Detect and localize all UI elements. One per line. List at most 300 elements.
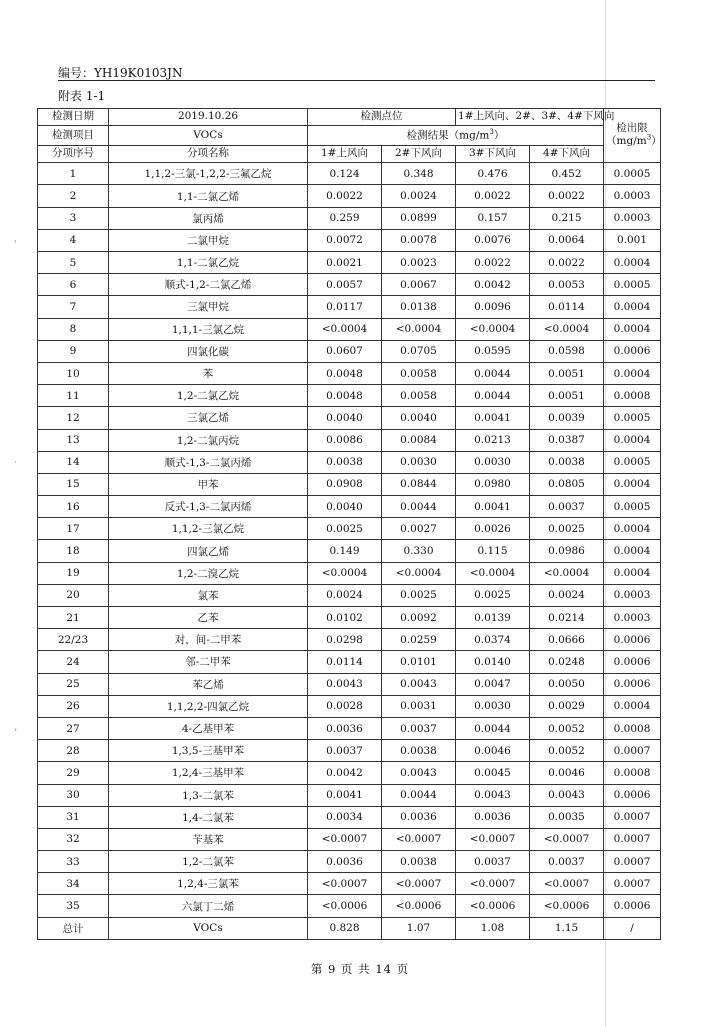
item-number: 7 (38, 296, 109, 318)
detection-limit: 0.0003 (604, 584, 661, 606)
table-row (38, 296, 661, 318)
detection-limit: 0.0005 (604, 274, 661, 296)
item-number: 总计 (38, 917, 109, 939)
result-value: 0.0037 (530, 851, 604, 873)
result-value: 0.0086 (308, 429, 382, 451)
table-row (38, 274, 661, 296)
result-value: <0.0004 (382, 562, 456, 584)
detection-limit: 0.0004 (604, 473, 661, 495)
item-number: 6 (38, 274, 109, 296)
table-row (38, 562, 661, 584)
result-value: 1.07 (382, 917, 456, 939)
result-value: 0.0140 (456, 651, 530, 673)
result-value: 0.0030 (456, 451, 530, 473)
detection-limit: 0.0004 (604, 518, 661, 540)
result-value: 0.0076 (456, 229, 530, 251)
item-name: 4-乙基甲苯 (109, 717, 308, 739)
item-number: 22/23 (38, 629, 109, 651)
detection-limit: 0.0004 (604, 252, 661, 274)
result-value: 0.0038 (530, 451, 604, 473)
result-value: 0.0899 (382, 207, 456, 229)
result-value: 0.0044 (456, 362, 530, 384)
item-name: 苯 (109, 362, 308, 384)
point-header: 3#下风向 (456, 145, 530, 162)
table-row (38, 851, 661, 873)
item-name: 1,2-二氯乙烷 (109, 385, 308, 407)
result-value: <0.0006 (382, 895, 456, 917)
header-row-date (38, 109, 661, 126)
detection-limit: 0.001 (604, 229, 661, 251)
item-number: 13 (38, 429, 109, 451)
detection-limit: 0.0004 (604, 562, 661, 584)
table-row (38, 340, 661, 362)
result-value: 0.452 (530, 163, 604, 185)
item-number: 19 (38, 562, 109, 584)
result-value: 0.0598 (530, 340, 604, 362)
result-value: 0.0025 (456, 584, 530, 606)
detection-limit: 0.0006 (604, 651, 661, 673)
detection-limit: 0.0007 (604, 828, 661, 850)
result-value: 0.0805 (530, 473, 604, 495)
item-number: 10 (38, 362, 109, 384)
result-value: 0.0043 (530, 784, 604, 806)
table-row (38, 740, 661, 762)
limit-label: 检出限 (616, 122, 648, 135)
result-value: 0.0138 (382, 296, 456, 318)
result-value: 0.0092 (382, 607, 456, 629)
detection-limit: 0.0007 (604, 873, 661, 895)
detection-limit: 0.0005 (604, 407, 661, 429)
result-value: 0.0908 (308, 473, 382, 495)
result-value: 0.0037 (456, 851, 530, 873)
header-row-item (38, 126, 661, 145)
date-value: 2019.10.26 (109, 109, 308, 126)
detection-limit: 0.0008 (604, 385, 661, 407)
result-value: 0.0057 (308, 274, 382, 296)
result-value: 0.0705 (382, 340, 456, 362)
item-number: 34 (38, 873, 109, 895)
detection-limit: 0.0003 (604, 607, 661, 629)
result-value: 0.0041 (456, 496, 530, 518)
result-value: 0.0374 (456, 629, 530, 651)
result-value: 0.0053 (530, 274, 604, 296)
table-row (38, 429, 661, 451)
result-value: 0.0026 (456, 518, 530, 540)
table-row (38, 651, 661, 673)
detection-limit: 0.0007 (604, 740, 661, 762)
item-number: 17 (38, 518, 109, 540)
item-number: 28 (38, 740, 109, 762)
result-value: 0.0102 (308, 607, 382, 629)
document-number: 编号：YH19K0103JN (58, 66, 183, 80)
item-name: 乙苯 (109, 607, 308, 629)
result-value: 0.0024 (382, 185, 456, 207)
item-name: 1,2-二氯苯 (109, 851, 308, 873)
date-label: 检测日期 (38, 109, 109, 126)
item-name: 1,2-二溴乙烷 (109, 562, 308, 584)
result-value: 0.0022 (308, 185, 382, 207)
scan-speck: ' (14, 240, 17, 250)
detection-limit: 0.0004 (604, 695, 661, 717)
item-number: 14 (38, 451, 109, 473)
result-value: <0.0007 (308, 828, 382, 850)
item-number: 26 (38, 695, 109, 717)
detection-limit: 0.0004 (604, 296, 661, 318)
result-value: 0.157 (456, 207, 530, 229)
item-number: 3 (38, 207, 109, 229)
item-number: 24 (38, 651, 109, 673)
item-name: 氯丙烯 (109, 207, 308, 229)
result-value: <0.0007 (530, 873, 604, 895)
header-rule (58, 80, 655, 81)
item-name: 1,1,2,2-四氯乙烷 (109, 695, 308, 717)
item-number: 8 (38, 318, 109, 340)
result-value: 0.0040 (382, 407, 456, 429)
result-value: 0.0248 (530, 651, 604, 673)
result-value: 0.0048 (308, 385, 382, 407)
table-row (38, 473, 661, 495)
result-value: 0.124 (308, 163, 382, 185)
result-value: 0.0025 (530, 518, 604, 540)
result-value: <0.0007 (456, 873, 530, 895)
result-value: 0.0042 (308, 762, 382, 784)
result-value: 0.0213 (456, 429, 530, 451)
detection-limit: 0.0004 (604, 362, 661, 384)
result-value: 0.0038 (308, 451, 382, 473)
result-value: <0.0006 (308, 895, 382, 917)
result-value: 0.0052 (530, 717, 604, 739)
result-value: <0.0007 (530, 828, 604, 850)
item-name: 反式-1,3-二氯丙烯 (109, 496, 308, 518)
result-value: 0.149 (308, 540, 382, 562)
result-value: 0.0050 (530, 673, 604, 695)
result-value: 0.0028 (308, 695, 382, 717)
item-name: 苄基苯 (109, 828, 308, 850)
item-name: 三氯甲烷 (109, 296, 308, 318)
item-name: 邻-二甲苯 (109, 651, 308, 673)
item-number: 18 (38, 540, 109, 562)
detection-limit: 0.0005 (604, 451, 661, 473)
result-value: 1.15 (530, 917, 604, 939)
result-value: <0.0004 (382, 318, 456, 340)
table-row (38, 873, 661, 895)
item-number: 9 (38, 340, 109, 362)
result-value: 0.0114 (530, 296, 604, 318)
detection-limit: 0.0008 (604, 717, 661, 739)
detection-limit: 0.0005 (604, 496, 661, 518)
result-value: 0.0038 (382, 740, 456, 762)
item-number: 32 (38, 828, 109, 850)
detection-limit: 0.0004 (604, 429, 661, 451)
item-name: 1,1-二氯乙烷 (109, 252, 308, 274)
table-row (38, 496, 661, 518)
result-value: <0.0004 (530, 562, 604, 584)
result-value: 0.0040 (308, 496, 382, 518)
table-row (38, 385, 661, 407)
item-name: 顺式-1,3-二氯丙烯 (109, 451, 308, 473)
result-value: 0.0117 (308, 296, 382, 318)
result-value: 0.0052 (530, 740, 604, 762)
result-value: 1.08 (456, 917, 530, 939)
table-row (38, 584, 661, 606)
item-number: 27 (38, 717, 109, 739)
result-value: 0.0387 (530, 429, 604, 451)
result-value: 0.0986 (530, 540, 604, 562)
result-value: 0.0042 (456, 274, 530, 296)
result-value: 0.0666 (530, 629, 604, 651)
result-value: 0.0046 (456, 740, 530, 762)
item-name: 氯苯 (109, 584, 308, 606)
table-row (38, 185, 661, 207)
item-name: 四氯乙烯 (109, 540, 308, 562)
result-value: 0.0058 (382, 362, 456, 384)
result-value: 0.0048 (308, 362, 382, 384)
result-value: 0.0030 (456, 695, 530, 717)
result-label: 检测结果$(mg/m^3)$ (308, 126, 604, 145)
result-value: 0.0047 (456, 673, 530, 695)
point-header: 2#下风向 (382, 145, 456, 162)
result-value: 0.0034 (308, 806, 382, 828)
result-value: 0.0041 (456, 407, 530, 429)
item-name: 1,1-二氯乙烯 (109, 185, 308, 207)
result-value: 0.0022 (456, 185, 530, 207)
detection-limit: 0.0004 (604, 318, 661, 340)
item-name: 对，间-二甲苯 (109, 629, 308, 651)
table-row (38, 828, 661, 850)
site-value: 1#上风向、2#、3#、4#下风向 (456, 109, 604, 126)
detection-limit: 0.0006 (604, 784, 661, 806)
result-value: 0.0980 (456, 473, 530, 495)
result-value: 0.0058 (382, 385, 456, 407)
item-value: VOCs (109, 126, 308, 145)
detection-limit: 0.0006 (604, 673, 661, 695)
result-value: 0.0022 (456, 252, 530, 274)
item-number: 31 (38, 806, 109, 828)
result-value: <0.0007 (382, 828, 456, 850)
result-value: 0.0022 (530, 185, 604, 207)
result-value: 0.0214 (530, 607, 604, 629)
item-name: 六氯丁二烯 (109, 895, 308, 917)
result-value: 0.0029 (530, 695, 604, 717)
item-number: 30 (38, 784, 109, 806)
item-number: 33 (38, 851, 109, 873)
item-name: 1,1,2-三氯-1,2,2-三氟乙烷 (109, 163, 308, 185)
point-header: 4#下风向 (530, 145, 604, 162)
detection-limit: 0.0008 (604, 762, 661, 784)
result-value: 0.0044 (456, 717, 530, 739)
item-number: 2 (38, 185, 109, 207)
result-value: 0.0139 (456, 607, 530, 629)
table-row (38, 252, 661, 274)
item-name: VOCs (109, 917, 308, 939)
table-row (38, 673, 661, 695)
table-row (38, 607, 661, 629)
result-value: 0.330 (382, 540, 456, 562)
result-value: 0.0027 (382, 518, 456, 540)
item-name: 苯乙烯 (109, 673, 308, 695)
result-value: <0.0004 (530, 318, 604, 340)
result-value: 0.0040 (308, 407, 382, 429)
result-value: 0.0036 (456, 806, 530, 828)
site-label: 检测点位 (308, 109, 456, 126)
detection-limit: 0.0005 (604, 163, 661, 185)
result-value: 0.0044 (456, 385, 530, 407)
result-value: 0.259 (308, 207, 382, 229)
table-row (38, 806, 661, 828)
result-value: 0.0096 (456, 296, 530, 318)
detection-limit: 0.0007 (604, 806, 661, 828)
result-value: 0.0607 (308, 340, 382, 362)
result-value: 0.0078 (382, 229, 456, 251)
result-value: <0.0006 (530, 895, 604, 917)
item-number: 4 (38, 229, 109, 251)
result-value: <0.0007 (308, 873, 382, 895)
result-value: 0.0041 (308, 784, 382, 806)
item-name: 1,1,1-三氯乙烷 (109, 318, 308, 340)
item-number: 16 (38, 496, 109, 518)
item-name: 甲苯 (109, 473, 308, 495)
scan-speck: ‘ (14, 728, 17, 738)
result-value: 0.828 (308, 917, 382, 939)
result-value: 0.0024 (308, 584, 382, 606)
result-value: 0.215 (530, 207, 604, 229)
table-row (38, 895, 661, 917)
result-value: 0.0046 (530, 762, 604, 784)
item-number: 1 (38, 163, 109, 185)
table-row (38, 362, 661, 384)
item-label: 检测项目 (38, 126, 109, 145)
header-row-columns (38, 145, 661, 162)
result-value: 0.0298 (308, 629, 382, 651)
detection-limit: 0.0007 (604, 851, 661, 873)
result-value: 0.0036 (308, 717, 382, 739)
item-name: 1,2,4-三氯苯 (109, 873, 308, 895)
detection-limit: / (604, 917, 661, 939)
limit-unit: $(mg/m^3)$ (606, 133, 662, 148)
result-value: 0.0025 (308, 518, 382, 540)
result-value: 0.0025 (382, 584, 456, 606)
item-name: 1,2,4-三基甲苯 (109, 762, 308, 784)
item-name: 四氯化碳 (109, 340, 308, 362)
result-value: 0.0045 (456, 762, 530, 784)
result-value: 0.0043 (456, 784, 530, 806)
item-name: 1,2-二氯丙烷 (109, 429, 308, 451)
table-row (38, 207, 661, 229)
item-number: 21 (38, 607, 109, 629)
table-row (38, 163, 661, 185)
table-row (38, 318, 661, 340)
table-row (38, 762, 661, 784)
result-value: 0.0064 (530, 229, 604, 251)
result-value: 0.0024 (530, 584, 604, 606)
item-name: 三氯乙烯 (109, 407, 308, 429)
result-value: 0.0051 (530, 362, 604, 384)
result-value: 0.115 (456, 540, 530, 562)
table-row (38, 717, 661, 739)
result-value: 0.0084 (382, 429, 456, 451)
table-row (38, 695, 661, 717)
item-name: 1,3-二氯苯 (109, 784, 308, 806)
result-value: 0.0021 (308, 252, 382, 274)
table-row (38, 407, 661, 429)
result-value: <0.0006 (456, 895, 530, 917)
annex-title: 附表 1-1 (58, 89, 106, 103)
total-row (38, 917, 661, 939)
point-header: 1#上风向 (308, 145, 382, 162)
item-name: 1,3,5-三基甲苯 (109, 740, 308, 762)
detection-limit: 0.0006 (604, 895, 661, 917)
item-name: 顺式-1,2-二氯乙烯 (109, 274, 308, 296)
table-row (38, 518, 661, 540)
detection-limit: 0.0003 (604, 185, 661, 207)
result-value: 0.0844 (382, 473, 456, 495)
scan-speck: · (14, 458, 17, 468)
table-row (38, 540, 661, 562)
result-value: 0.0044 (382, 784, 456, 806)
item-number: 5 (38, 252, 109, 274)
detection-limit: 0.0006 (604, 340, 661, 362)
result-value: 0.0101 (382, 651, 456, 673)
result-value: 0.0259 (382, 629, 456, 651)
result-value: 0.0044 (382, 496, 456, 518)
table-row (38, 451, 661, 473)
result-value: 0.0114 (308, 651, 382, 673)
table-row (38, 784, 661, 806)
result-value: 0.0043 (382, 673, 456, 695)
item-name: 1,1,2-三氯乙烷 (109, 518, 308, 540)
sub-name-label: 分项名称 (109, 145, 308, 162)
result-value: <0.0007 (382, 873, 456, 895)
result-value: 0.0037 (530, 496, 604, 518)
result-value: <0.0007 (456, 828, 530, 850)
result-value: <0.0004 (456, 562, 530, 584)
result-value: 0.0595 (456, 340, 530, 362)
result-value: 0.0023 (382, 252, 456, 274)
result-value: 0.0036 (308, 851, 382, 873)
result-value: 0.0043 (382, 762, 456, 784)
result-value: <0.0004 (308, 562, 382, 584)
item-name: 二氯甲烷 (109, 229, 308, 251)
detection-limit: 0.0004 (604, 540, 661, 562)
item-name: 1,4-二氯苯 (109, 806, 308, 828)
result-value: 0.0022 (530, 252, 604, 274)
result-value: 0.0031 (382, 695, 456, 717)
result-value: 0.0038 (382, 851, 456, 873)
sub-no-label: 分项序号 (38, 145, 109, 162)
result-value: 0.0067 (382, 274, 456, 296)
result-value: 0.0035 (530, 806, 604, 828)
voc-results-table (37, 108, 661, 940)
result-value: <0.0004 (308, 318, 382, 340)
item-number: 11 (38, 385, 109, 407)
detection-limit: 0.0003 (604, 207, 661, 229)
result-value: 0.0037 (308, 740, 382, 762)
item-number: 25 (38, 673, 109, 695)
detection-limit: 0.0006 (604, 629, 661, 651)
item-number: 35 (38, 895, 109, 917)
result-value: 0.348 (382, 163, 456, 185)
item-number: 12 (38, 407, 109, 429)
result-value: 0.0036 (382, 806, 456, 828)
item-number: 20 (38, 584, 109, 606)
page-number: 第 9 页 共 14 页 (310, 962, 410, 976)
result-value: 0.0030 (382, 451, 456, 473)
item-number: 15 (38, 473, 109, 495)
result-value: 0.0051 (530, 385, 604, 407)
result-value: <0.0004 (456, 318, 530, 340)
result-value: 0.476 (456, 163, 530, 185)
result-value: 0.0072 (308, 229, 382, 251)
